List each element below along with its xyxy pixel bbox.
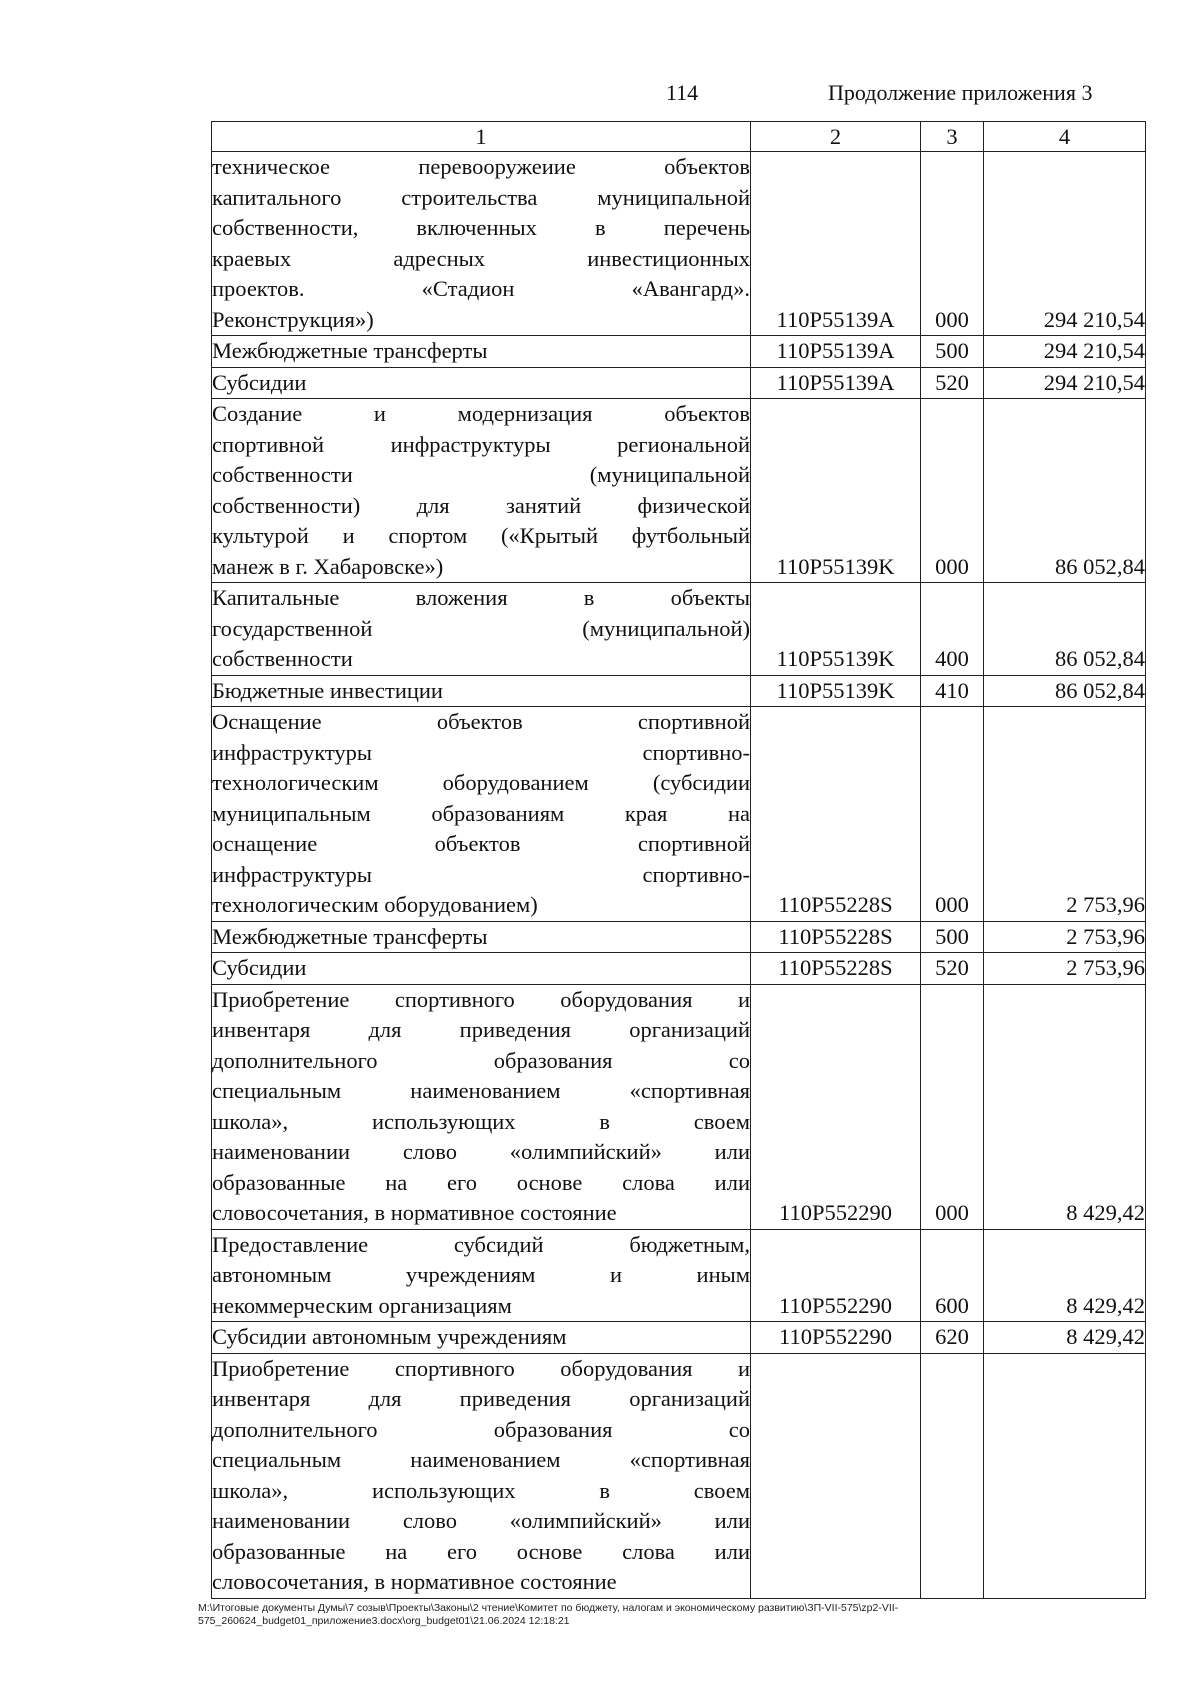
- expense-name-cell: [212, 1353, 751, 1598]
- table-row: [212, 336, 1146, 368]
- expense-name-cell: [212, 707, 751, 922]
- expense-name-line: Субсидии: [212, 369, 307, 395]
- amount-cell: 8 429,42: [984, 1229, 1146, 1322]
- expense-type-cell: 500: [921, 336, 984, 368]
- target-code-cell: 110P55228S: [751, 707, 921, 922]
- amount-cell: 8 429,42: [984, 1322, 1146, 1354]
- expense-name-line: спортивной инфраструктуры региональной: [212, 431, 750, 457]
- expense-name-line: собственности: [212, 646, 353, 671]
- expense-name-cell: [212, 583, 751, 676]
- expense-name-cell: [212, 921, 751, 953]
- expense-name-line: словосочетания, в нормативное состояние: [212, 1569, 617, 1594]
- expense-name-line: проектов. «Стадион «Авангард».: [212, 276, 750, 301]
- expense-name-line: манеж в г. Хабаровске»): [212, 553, 444, 579]
- expense-name-line: Субсидии: [212, 955, 307, 980]
- expense-name-line: автономным учреждениям и иным: [212, 1262, 750, 1287]
- expense-name-line: Капитальные вложения в объекты: [212, 585, 750, 610]
- expense-name-line: оснащение объектов спортивной: [212, 831, 750, 856]
- target-code-cell: 110P552290: [751, 1229, 921, 1322]
- amount-cell: 86 052,84: [984, 583, 1146, 676]
- table-row: [212, 1229, 1146, 1322]
- file-path-footer: [198, 1602, 1148, 1628]
- table-row: [212, 583, 1146, 676]
- expense-type-cell: 000: [921, 984, 984, 1229]
- amount-cell: 86 052,84: [984, 399, 1146, 583]
- expense-name-cell: [212, 336, 751, 368]
- expense-name-line: Межбюджетные трансферты: [212, 338, 488, 363]
- expense-name-line: школа», использующих в своем: [212, 1108, 750, 1134]
- expense-name-cell: [212, 984, 751, 1229]
- expense-name-line: Субсидии автономным учреждениям: [212, 1324, 567, 1349]
- expense-name-line: техническое перевооружеиие объектов: [212, 154, 750, 179]
- expense-type-cell: 400: [921, 583, 984, 676]
- table-row: [212, 984, 1146, 1229]
- expense-name-line: Межбюджетные трансферты: [212, 923, 488, 949]
- target-code-cell: 110P55139K: [751, 583, 921, 676]
- target-code-cell: 110P55139K: [751, 399, 921, 583]
- page-number: 114: [666, 80, 699, 105]
- expense-name-line: инфраструктуры спортивно-: [212, 739, 750, 765]
- expense-name-line: наименовании слово «олимпийский» или: [212, 1508, 750, 1533]
- expense-name-cell: [212, 367, 751, 399]
- expense-type-cell: 000: [921, 399, 984, 583]
- expense-name-line: инфраструктуры спортивно-: [212, 861, 750, 887]
- expense-name-line: капитального строительства муниципальной: [212, 184, 750, 210]
- expense-name-cell: [212, 953, 751, 985]
- expense-name-cell: [212, 1229, 751, 1322]
- expense-name-line: школа», использующих в своем: [212, 1477, 750, 1503]
- table-row: [212, 675, 1146, 707]
- target-code-cell: 110P55139A: [751, 152, 921, 336]
- column-header-3: 3: [921, 122, 984, 152]
- table-row: [212, 399, 1146, 583]
- expense-type-cell: 520: [921, 953, 984, 985]
- table-row: [212, 707, 1146, 922]
- appendix-continuation-note: Продолжение приложения 3: [828, 80, 1093, 105]
- column-header-2: 2: [751, 122, 921, 152]
- table-row: [212, 152, 1146, 336]
- expense-name-line: инвентаря для приведения организаций: [212, 1017, 750, 1042]
- target-code-cell: 110P55139K: [751, 675, 921, 707]
- expense-name-line: собственности (муниципальной: [212, 462, 750, 487]
- expense-name-line: муниципальным образованиям края на: [212, 800, 750, 826]
- expense-name-line: специальным наименованием «спортивная: [212, 1447, 750, 1472]
- target-code-cell: 110P55139A: [751, 367, 921, 399]
- expense-name-line: инвентаря для приведения организаций: [212, 1386, 750, 1411]
- expense-name-line: Предоставление субсидий бюджетным,: [212, 1231, 750, 1257]
- amount-cell: 2 753,96: [984, 953, 1146, 985]
- expense-name-line: дополнительного образования со: [212, 1416, 750, 1442]
- expense-type-cell: 410: [921, 675, 984, 707]
- target-code-cell: 110P552290: [751, 984, 921, 1229]
- table-header-row: [212, 122, 1146, 152]
- amount-cell: 86 052,84: [984, 675, 1146, 707]
- expense-type-cell: 520: [921, 367, 984, 399]
- expense-type-cell: 000: [921, 707, 984, 922]
- expense-name-line: технологическим оборудованием): [212, 892, 538, 917]
- amount-cell: [984, 1353, 1146, 1598]
- expense-name-line: специальным наименованием «спортивная: [212, 1078, 750, 1103]
- table-row: [212, 367, 1146, 399]
- expense-name-cell: [212, 399, 751, 583]
- expense-name-line: образованные на его основе слова или: [212, 1169, 750, 1195]
- table-row: [212, 1322, 1146, 1354]
- expense-name-line: наименовании слово «олимпийский» или: [212, 1139, 750, 1164]
- expense-type-cell: 000: [921, 152, 984, 336]
- target-code-cell: 110P55228S: [751, 953, 921, 985]
- expense-name-line: Приобретение спортивного оборудования и: [212, 1355, 750, 1381]
- expense-name-line: некоммерческим организациям: [212, 1292, 512, 1318]
- expense-name-line: культурой и спортом («Крытый футбольный: [212, 523, 750, 548]
- target-code-cell: 110P55139A: [751, 336, 921, 368]
- amount-cell: 294 210,54: [984, 152, 1146, 336]
- table-row: [212, 1353, 1146, 1598]
- expense-name-cell: [212, 1322, 751, 1354]
- expense-name-line: дополнительного образования со: [212, 1047, 750, 1073]
- table-row: [212, 953, 1146, 985]
- expense-name-line: Реконструкция»): [212, 306, 374, 332]
- amount-cell: 2 753,96: [984, 921, 1146, 953]
- amount-cell: 294 210,54: [984, 367, 1146, 399]
- expense-name-line: технологическим оборудованием (субсидии: [212, 770, 750, 795]
- target-code-cell: [751, 1353, 921, 1598]
- amount-cell: 294 210,54: [984, 336, 1146, 368]
- budget-table: [211, 121, 1146, 1599]
- file-path-line-1: М:\Итоговые документы Думы\7 созыв\Проекты\Законы\2 чтение\Комитет по бюджету, налогам и экономическому развитию\ЗП-VII-575\zp2-VII-: [198, 1602, 899, 1614]
- expense-name-line: краевых адресных инвестиционных: [212, 245, 750, 271]
- expense-name-line: собственности, включенных в перечень: [212, 215, 750, 240]
- expense-type-cell: 500: [921, 921, 984, 953]
- expense-type-cell: [921, 1353, 984, 1598]
- column-header-4: 4: [984, 122, 1146, 152]
- expense-name-line: собственности) для занятий физической: [212, 492, 750, 518]
- amount-cell: 8 429,42: [984, 984, 1146, 1229]
- expense-name-line: Оснащение объектов спортивной: [212, 709, 750, 734]
- expense-name-line: Бюджетные инвестиции: [212, 677, 443, 703]
- expense-name-line: словосочетания, в нормативное состояние: [212, 1200, 617, 1225]
- expense-name-cell: [212, 152, 751, 336]
- expense-name-cell: [212, 675, 751, 707]
- expense-type-cell: 600: [921, 1229, 984, 1322]
- table-row: [212, 921, 1146, 953]
- file-path-line-2: 575_260624_budget01_приложение3.docx\org_budget01\21.06.2024 12:18:21: [198, 1615, 570, 1627]
- table-body: [212, 152, 1146, 1599]
- target-code-cell: 110P552290: [751, 1322, 921, 1354]
- column-header-1: 1: [212, 122, 751, 152]
- expense-name-line: образованные на его основе слова или: [212, 1538, 750, 1564]
- expense-type-cell: 620: [921, 1322, 984, 1354]
- expense-name-line: государственной (муниципальной): [212, 615, 750, 641]
- target-code-cell: 110P55228S: [751, 921, 921, 953]
- expense-name-line: Приобретение спортивного оборудования и: [212, 986, 750, 1012]
- amount-cell: 2 753,96: [984, 707, 1146, 922]
- expense-name-line: Создание и модернизация объектов: [212, 401, 750, 426]
